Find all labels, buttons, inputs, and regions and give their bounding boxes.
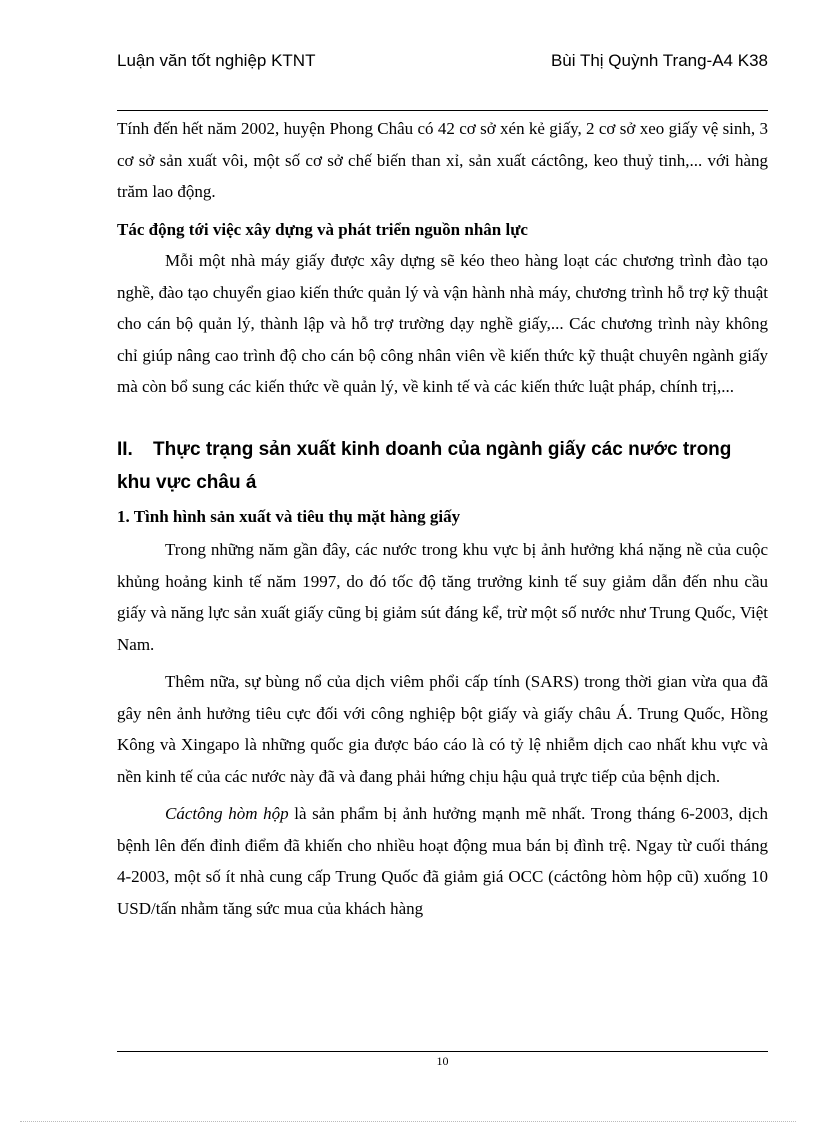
header-title: Luận văn tốt nghiệp KTNT	[117, 51, 316, 70]
header-divider	[117, 110, 768, 111]
section-heading	[117, 433, 768, 499]
paragraph-continuation: Tính đến hết năm 2002, huyện Phong Châu có 42 cơ sở xén kẻ giấy, 2 cơ sở xeo giấy vệ sinh, 3 cơ sở sản xuất vôi, một số cơ sở chế biến than xỉ, sản xuất cáctông, keo thuỷ tinh,... với hàng trăm lao động.	[117, 119, 768, 201]
page-number: 10	[436, 1054, 449, 1068]
bold-heading: Tác động tới việc xây dựng và phát triển nguồn nhân lực	[117, 219, 528, 239]
page-bottom-border	[20, 1121, 796, 1122]
subsection-heading: 1. Tình hình sản xuất và tiêu thụ mặt hàng giấy	[117, 506, 461, 526]
paragraph-crisis: Trong những năm gần đây, các nước trong khu vực bị ảnh hưởng khá nặng nề của cuộc khủng hoảng kinh tế năm 1997, do đó tốc độ tăng trưởng kinh tế suy giảm dẫn đến nhu cầu giấy và năng lực sản xuất giấy cũng bị giảm sút đáng kể, trừ một số nước như Trung Quốc, Việt Nam.	[117, 540, 768, 654]
section-number: II.	[117, 438, 133, 460]
footer-divider	[117, 1051, 768, 1052]
header-author: Bùi Thị Quỳnh Trang-A4 K38	[550, 51, 768, 70]
paragraph-carton	[117, 798, 768, 924]
paragraph-training: Mỗi một nhà máy giấy được xây dựng sẽ kéo theo hàng loạt các chương trình đào tạo nghề, đào tạo chuyển giao kiến thức quản lý và vận hành nhà máy, chương trình hỗ trợ kỹ thuật cho cán bộ quản lý, thành lập và hỗ trợ trường dạy nghề giấy,... Các chương trình này không chỉ giúp nâng cao trình độ cho cán bộ công nhân viên về kiến thức kỹ thuật chuyên ngành giấy mà còn bổ sung các kiến thức về quản lý, về kinh tế và các kiến thức luật pháp, chính trị,...	[117, 251, 768, 396]
paragraph-sars: Thêm nữa, sự bùng nổ của dịch viêm phổi cấp tính (SARS) trong thời gian vừa qua đã gây nên ảnh hưởng tiêu cực đối với công nghiệp bột giấy và giấy châu Á. Trung Quốc, Hồng Kông và Xingapo là những quốc gia được báo cáo là có tỷ lệ nhiễm dịch cao nhất khu vực và nền kinh tế của các nước này đã và đang phải hứng chịu hậu quả trực tiếp của bệnh dịch.	[117, 672, 768, 786]
page-body	[117, 113, 768, 924]
italic-term: Cáctông hòm hộp	[165, 804, 289, 823]
paragraph-carton-text: là sản phẩm bị ảnh hưởng mạnh mẽ nhất. Trong tháng 6-2003, dịch bệnh lên đến đỉnh điểm đã khiến cho nhiều hoạt động mua bán bị đình trệ. Ngay từ cuối tháng 4-2003, một số ít nhà cung cấp Trung Quốc đã giảm giá OCC (cáctông hòm hộp cũ) xuống 10 USD/tấn nhằm tăng sức mua của khách hàng	[117, 804, 768, 918]
section-title: Thực trạng sản xuất kinh doanh của ngành giấy các nước trong khu vực châu á	[117, 438, 732, 493]
